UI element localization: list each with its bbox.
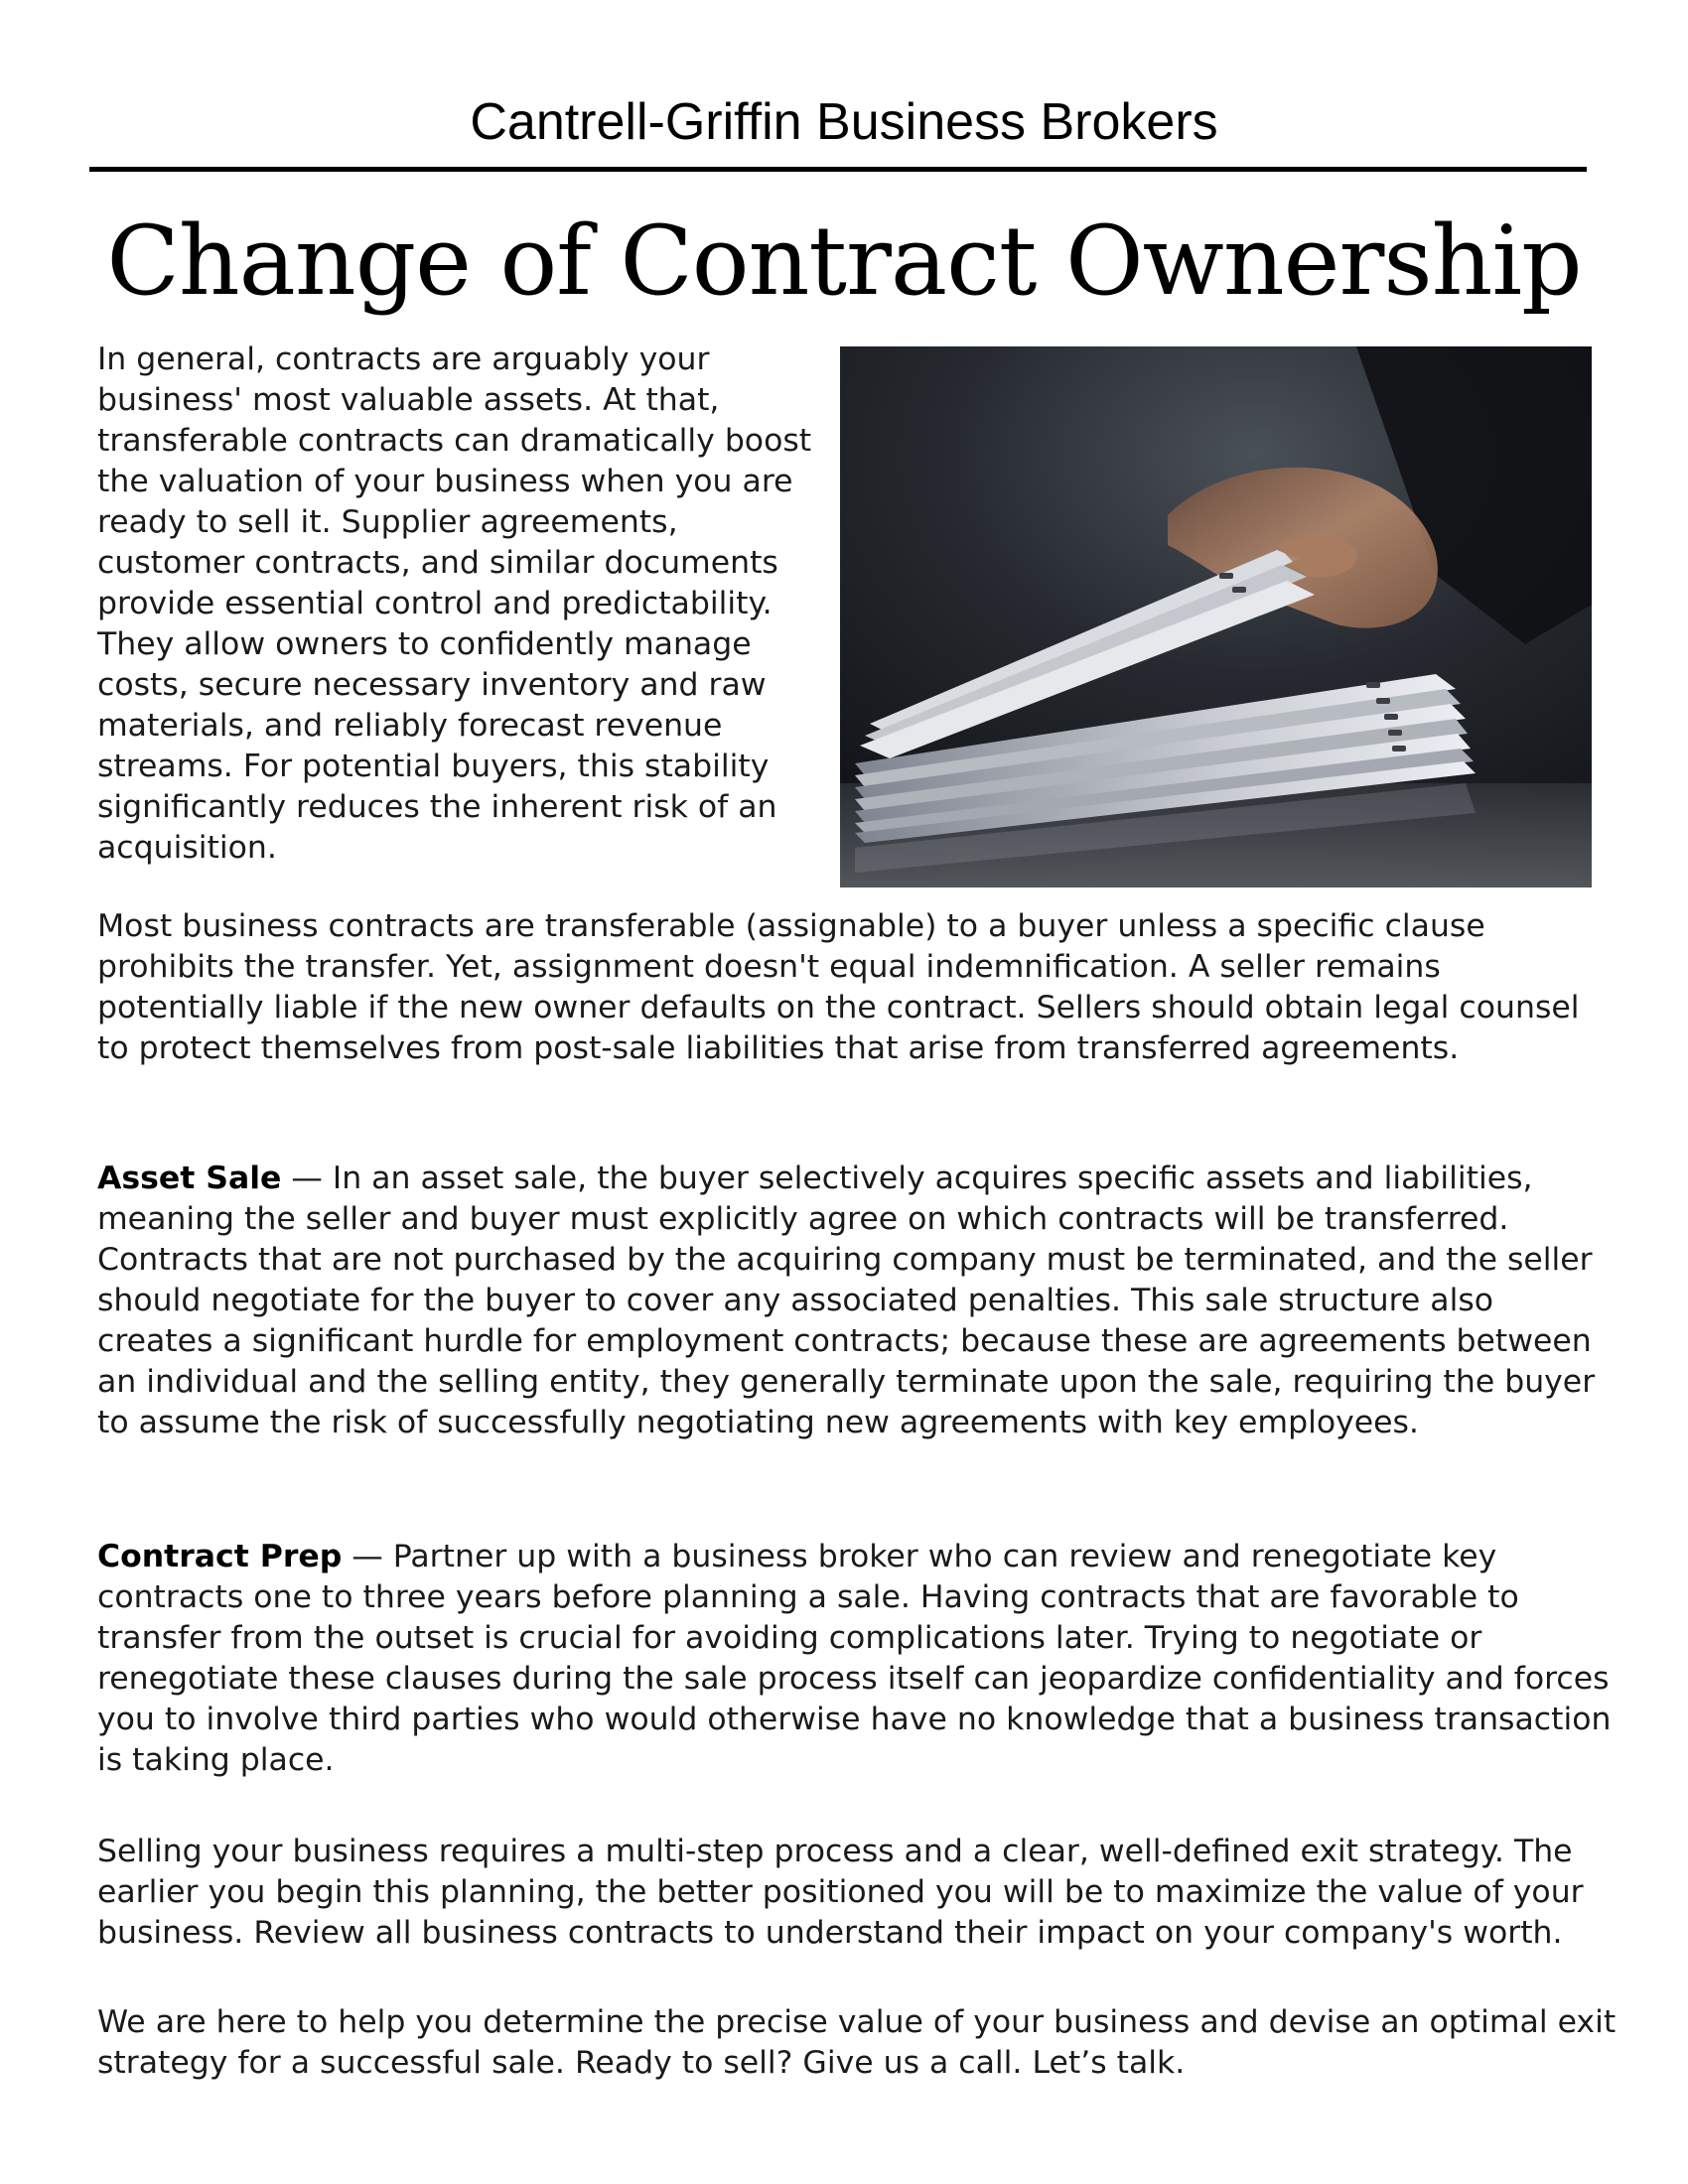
asset-sale-text: — In an asset sale, the buyer selectively acquires specific assets and liabilities, meaning the seller and buyer must explicitly agree on which contracts will be transferred. Contracts that are not purchased by the acquiring company must be terminated, and the seller should negotiate for the buyer to cover any associated penalties. This sale structure also creates a significant hurdle for employment contracts; because these are agreements between an individual and the selling entity, they generally terminate upon the sale, requiring the buyer to assume the risk of successfully negotiating new agreements with key employees. — [97, 1160, 1596, 1440]
call-to-action-paragraph: We are here to help you determine the precise value of your business and devise an optimal exit strategy for a successful sale. Ready to sell? Give us a call. Let’s talk. — [97, 2004, 1617, 2081]
contract-prep-heading: Contract Prep — [97, 1539, 343, 1574]
intro-paragraph: In general, contracts are arguably your business' most valuable assets. At that, transferable contracts can dramatically boost the valuation of your business when you are ready to sell it. Supplier agreements, customer contracts, and similar documents provide essential control and predictability. They allow owners to confidently manage costs, secure necessary inventory and raw materials, and reliably forecast revenue streams. For potential buyers, this stability significantly reduces the inherent risk of an acquisition. — [97, 341, 812, 866]
header-rule — [89, 167, 1587, 172]
contract-prep-text: — Partner up with a business broker who can review and renegotiate key contracts one to three years before planning a sale. Having contracts that are favorable to transfer from the outset is crucial for avoiding complications later. Trying to negotiate or renegotiate these clauses during the sale process itself can jeopardize confidentiality and forces you to involve third parties who would otherwise have no knowledge that a business transaction is taking place. — [97, 1539, 1612, 1778]
contract-prep-paragraph — [97, 1537, 1617, 1781]
asset-sale-heading: Asset Sale — [97, 1160, 282, 1196]
transfer-paragraph: Most business contracts are transferable (assignable) to a buyer unless a specific clause prohibits the transfer. Yet, assignment doesn't equal indemnification. A seller remains potentially liable if the new owner defaults on the contract. Sellers should obtain legal counsel to protect themselves from post-sale liabilities that arise from transferred agreements. — [97, 908, 1580, 1066]
company-name: Cantrell-Griffin Business Brokers — [470, 93, 1218, 151]
stack-of-paper-contracts-photo-icon — [840, 346, 1592, 887]
selling-paragraph: Selling your business requires a multi-step process and a clear, well-defined exit strategy. The earlier you begin this planning, the better positioned you will be to maximize the value of your business. Review all business contracts to understand their impact on your company's worth. — [97, 1834, 1584, 1951]
asset-sale-paragraph — [97, 1159, 1617, 1443]
page-title: Change of Contract Ownership — [106, 205, 1582, 317]
contracts-photo — [840, 346, 1592, 887]
